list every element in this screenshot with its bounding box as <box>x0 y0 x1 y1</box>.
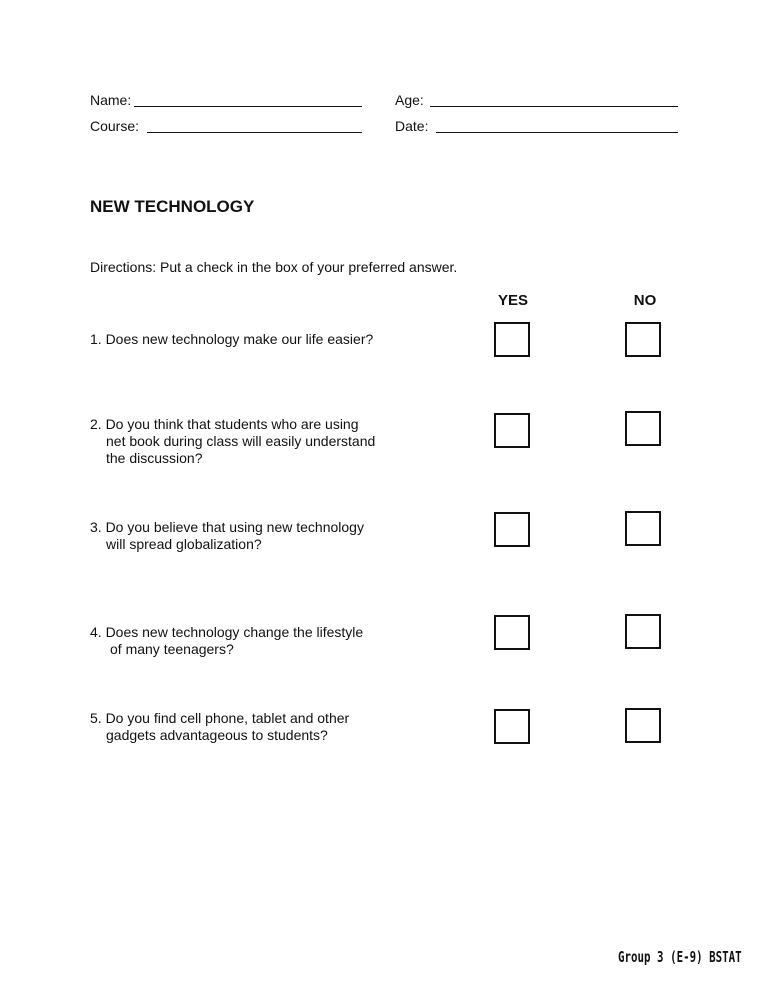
no-column-header: NO <box>633 292 657 309</box>
question-3-no-checkbox[interactable] <box>625 511 661 546</box>
question-1 <box>90 331 373 348</box>
name-label: Name: <box>90 92 132 108</box>
section-title: NEW TECHNOLOGY <box>90 197 255 216</box>
course-label: Course: <box>90 118 140 134</box>
question-3 <box>90 519 364 553</box>
question-4-yes-checkbox[interactable] <box>494 615 530 650</box>
question-2-yes-checkbox[interactable] <box>494 413 530 448</box>
age-field[interactable] <box>430 106 678 107</box>
question-4-no-checkbox[interactable] <box>625 614 661 649</box>
question-1-yes-checkbox[interactable] <box>494 322 530 357</box>
question-5-no-checkbox[interactable] <box>625 708 661 743</box>
date-field[interactable] <box>436 132 678 133</box>
age-label: Age: <box>395 92 424 108</box>
date-label: Date: <box>395 118 429 134</box>
question-2-line3: the discussion? <box>106 450 203 466</box>
question-1-no-checkbox[interactable] <box>625 322 661 357</box>
question-5-line2: gadgets advantageous to students? <box>106 727 328 743</box>
question-2-no-checkbox[interactable] <box>625 411 661 446</box>
course-field[interactable] <box>147 132 362 133</box>
question-1-line1: 1. Does new technology make our life easier? <box>90 331 374 347</box>
yes-column-header: YES <box>497 292 528 309</box>
directions-text: Directions: Put a check in the box of your preferred answer. <box>90 259 458 275</box>
question-5 <box>90 710 349 744</box>
question-2-line2: net book during class will easily understand <box>106 433 376 449</box>
footer-group-label: Group 3 (E-9) BSTAT <box>618 948 742 966</box>
question-3-yes-checkbox[interactable] <box>494 512 530 547</box>
question-5-yes-checkbox[interactable] <box>494 709 530 744</box>
name-field[interactable] <box>134 106 362 107</box>
question-3-line1: 3. Do you believe that using new technology <box>90 519 364 535</box>
question-4-line2: of many teenagers? <box>110 641 234 657</box>
question-5-line1: 5. Do you find cell phone, tablet and other <box>90 710 350 726</box>
question-2-line1: 2. Do you think that students who are using <box>90 416 359 432</box>
question-4 <box>90 624 363 658</box>
question-4-line1: 4. Does new technology change the lifestyle <box>90 624 364 640</box>
question-2 <box>90 416 375 467</box>
question-3-line2: will spread globalization? <box>106 536 262 552</box>
